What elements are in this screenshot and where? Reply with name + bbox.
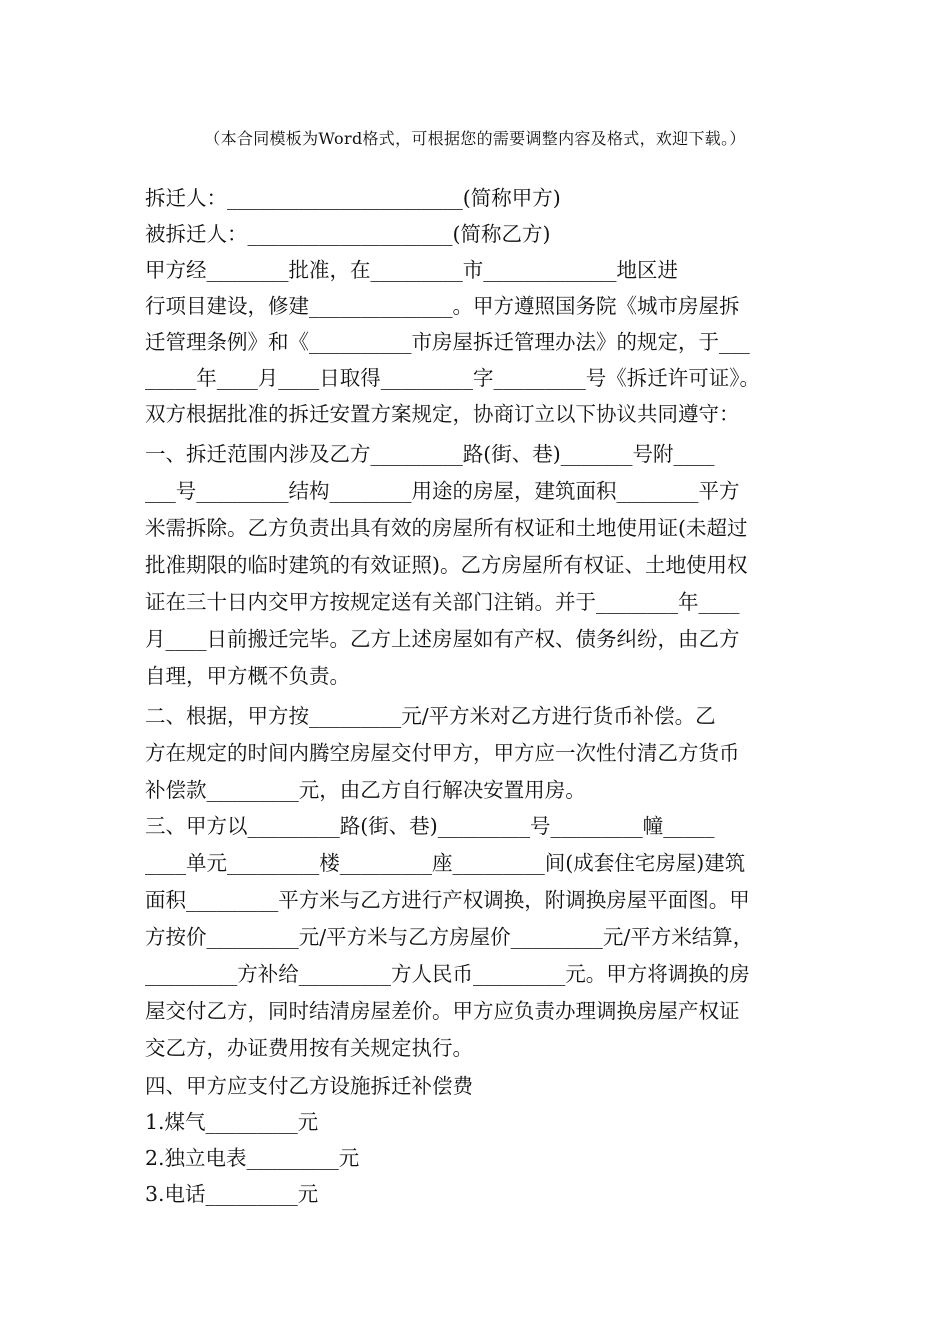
template-note: （本合同模板为Word格式，可根据您的需要调整内容及格式，欢迎下载。）: [204, 129, 746, 148]
text-line-17: 补偿款_________元，由乙方自行解决安置用房。: [145, 778, 586, 802]
text-line-24: 交乙方，办证费用按有关规定执行。: [145, 1036, 473, 1060]
text-line-4: 行项目建设，修建______________。甲方遵照国务院《城市房屋拆: [145, 294, 740, 318]
text-line-21: 方按价_________元/平方米与乙方房屋价_________元/平方米结算，: [145, 925, 754, 949]
text-line-25: 四、甲方应支付乙方设施拆迁补偿费: [145, 1074, 473, 1098]
text-line-9: ___号_________结构________用途的房屋，建筑面积________平方: [145, 479, 740, 503]
text-line-15: 二、根据，甲方按_________元/平方米对乙方进行货币补偿。乙: [145, 704, 716, 728]
text-line-26: 1.煤气_________元: [145, 1110, 319, 1134]
text-line-3: 甲方经________批准，在_________市_____________地区进: [145, 258, 678, 282]
text-line-28: 3.电话_________元: [145, 1182, 319, 1206]
text-line-19: ____单元_________楼_________座_________间(成套住宅房屋)建筑: [145, 851, 746, 875]
text-line-11: 批准期限的临时建筑的有效证照)。乙方房屋所有权证、土地使用权: [145, 553, 748, 577]
text-line-16: 方在规定的时间内腾空房屋交付甲方，甲方应一次性付清乙方货币: [145, 741, 740, 765]
text-line-6: _____年____月____日取得_________字_________号《拆迁许可证》。: [145, 366, 760, 390]
text-line-18: 三、甲方以_________路(街、巷)_________号_________幢_____: [145, 814, 715, 838]
text-line-23: 屋交付乙方，同时结清房屋差价。甲方应负责办理调换房屋产权证: [145, 999, 740, 1023]
text-line-14: 自理，甲方概不负责。: [145, 664, 350, 688]
text-line-10: 米需拆除。乙方负责出具有效的房屋所有权证和土地使用证(未超过: [145, 516, 748, 540]
text-line-27: 2.独立电表_________元: [145, 1146, 360, 1170]
text-line-1: 拆迁人：_______________________(简称甲方): [145, 186, 561, 210]
text-line-22: _________方补给_________方人民币_________元。甲方将调换的房: [145, 962, 750, 986]
text-line-12: 证在三十日内交甲方按规定送有关部门注销。并于________年____: [145, 590, 740, 614]
text-line-8: 一、拆迁范围内涉及乙方_________路(街、巷)_______号附____: [145, 442, 715, 466]
text-line-20: 面积_________平方米与乙方进行产权调换，附调换房屋平面图。甲: [145, 888, 750, 912]
text-line-2: 被拆迁人：____________________(简称乙方): [145, 222, 551, 246]
text-line-5: 迁管理条例》和《__________市房屋拆迁管理办法》的规定，于___: [145, 330, 750, 354]
text-line-13: 月____日前搬迁完毕。乙方上述房屋如有产权、债务纠纷，由乙方: [145, 627, 740, 651]
text-line-7: 双方根据批准的拆迁安置方案规定，协商订立以下协议共同遵守：: [145, 402, 740, 426]
